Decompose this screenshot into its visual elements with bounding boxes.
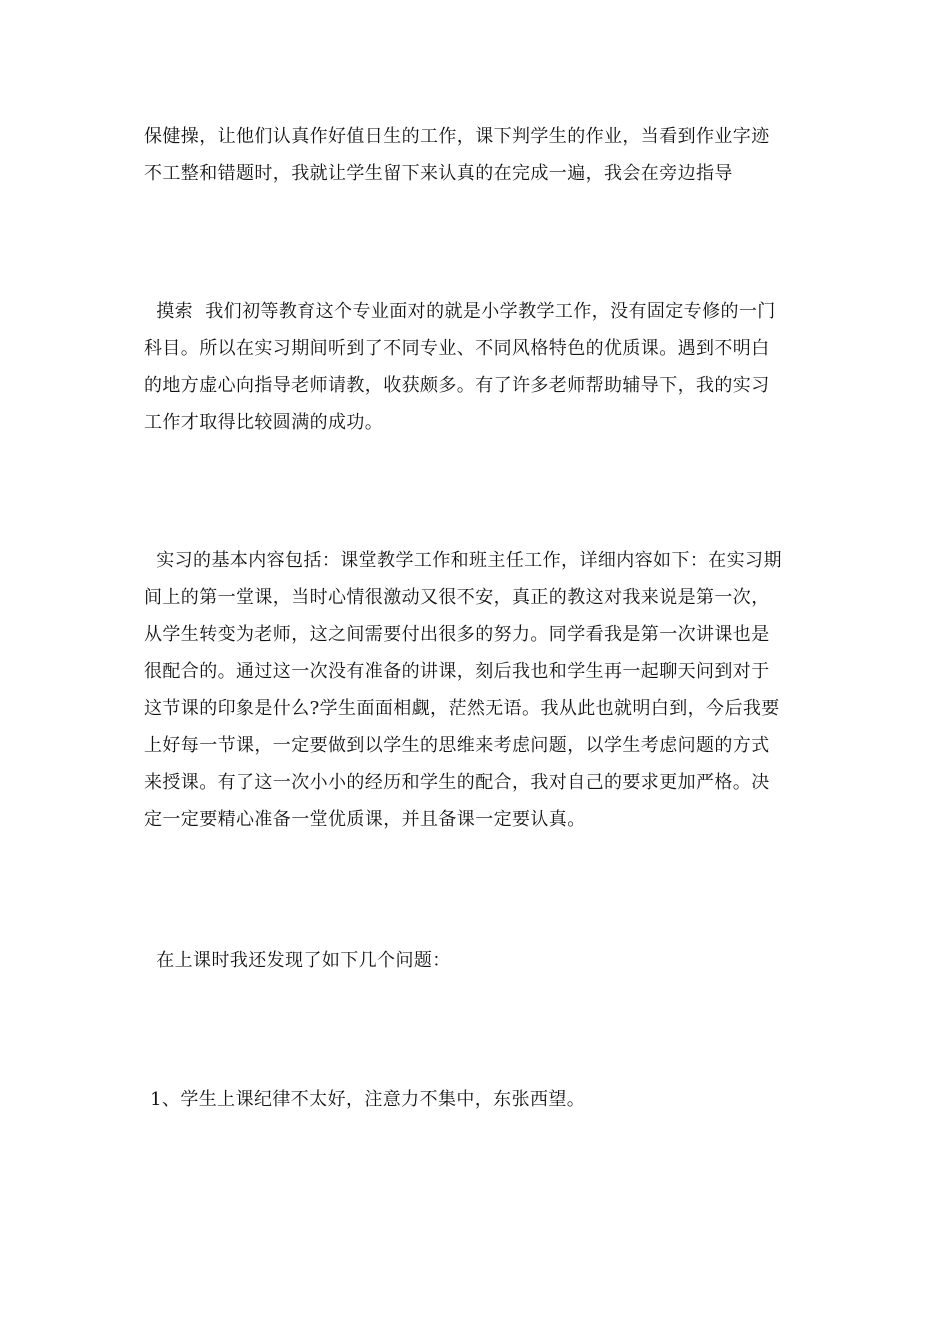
paragraph-2-line-4: 工作才取得比较圆满的成功。 bbox=[144, 412, 384, 433]
paragraph-3-line-1: 实习的基本内容包括：课堂教学工作和班主任工作，详细内容如下：在实习期 bbox=[144, 550, 782, 571]
paragraph-3-line-4: 很配合的。通过这一次没有准备的讲课，刻后我也和学生再一起聊天问到对于 bbox=[144, 661, 770, 682]
paragraph-1-line-1: 保健操，让他们认真作好值日生的工作，课下判学生的作业，当看到作业字迹 bbox=[144, 126, 770, 147]
paragraph-3-line-8: 定一定要精心准备一堂优质课，并且备课一定要认真。 bbox=[144, 809, 586, 830]
paragraph-5-line-1: 1、学生上课纪律不太好，注意力不集中，东张西望。 bbox=[144, 1089, 586, 1110]
paragraph-3-line-2: 间上的第一堂课，当时心情很激动又很不安，真正的教这对我来说是第一次， bbox=[144, 587, 770, 608]
paragraph-3-line-6: 上好每一节课，一定要做到以学生的思维来考虑问题，以学生考虑问题的方式 bbox=[144, 735, 770, 756]
paragraph-3-line-5: 这节课的印象是什么?学生面面相觑，茫然无语。我从此也就明白到，今后我要 bbox=[144, 698, 780, 719]
paragraph-3-line-3: 从学生转变为老师，这之间需要付出很多的努力。同学看我是第一次讲课也是 bbox=[144, 624, 770, 645]
paragraph-4-line-1: 在上课时我还发现了如下几个问题： bbox=[144, 950, 451, 971]
paragraph-2-line-1: 摸索 我们初等教育这个专业面对的就是小学教学工作，没有固定专修的一门 bbox=[144, 301, 776, 322]
paragraph-3-line-7: 来授课。有了这一次小小的经历和学生的配合，我对自己的要求更加严格。决 bbox=[144, 772, 770, 793]
paragraph-1-line-2: 不工整和错题时，我就让学生留下来认真的在完成一遍，我会在旁边指导 bbox=[144, 163, 733, 184]
paragraph-2-line-3: 的地方虚心向指导老师请教，收获颇多。有了许多老师帮助辅导下，我的实习 bbox=[144, 375, 770, 396]
paragraph-2-line-2: 科目。所以在实习期间听到了不同专业、不同风格特色的优质课。遇到不明白 bbox=[144, 338, 770, 359]
